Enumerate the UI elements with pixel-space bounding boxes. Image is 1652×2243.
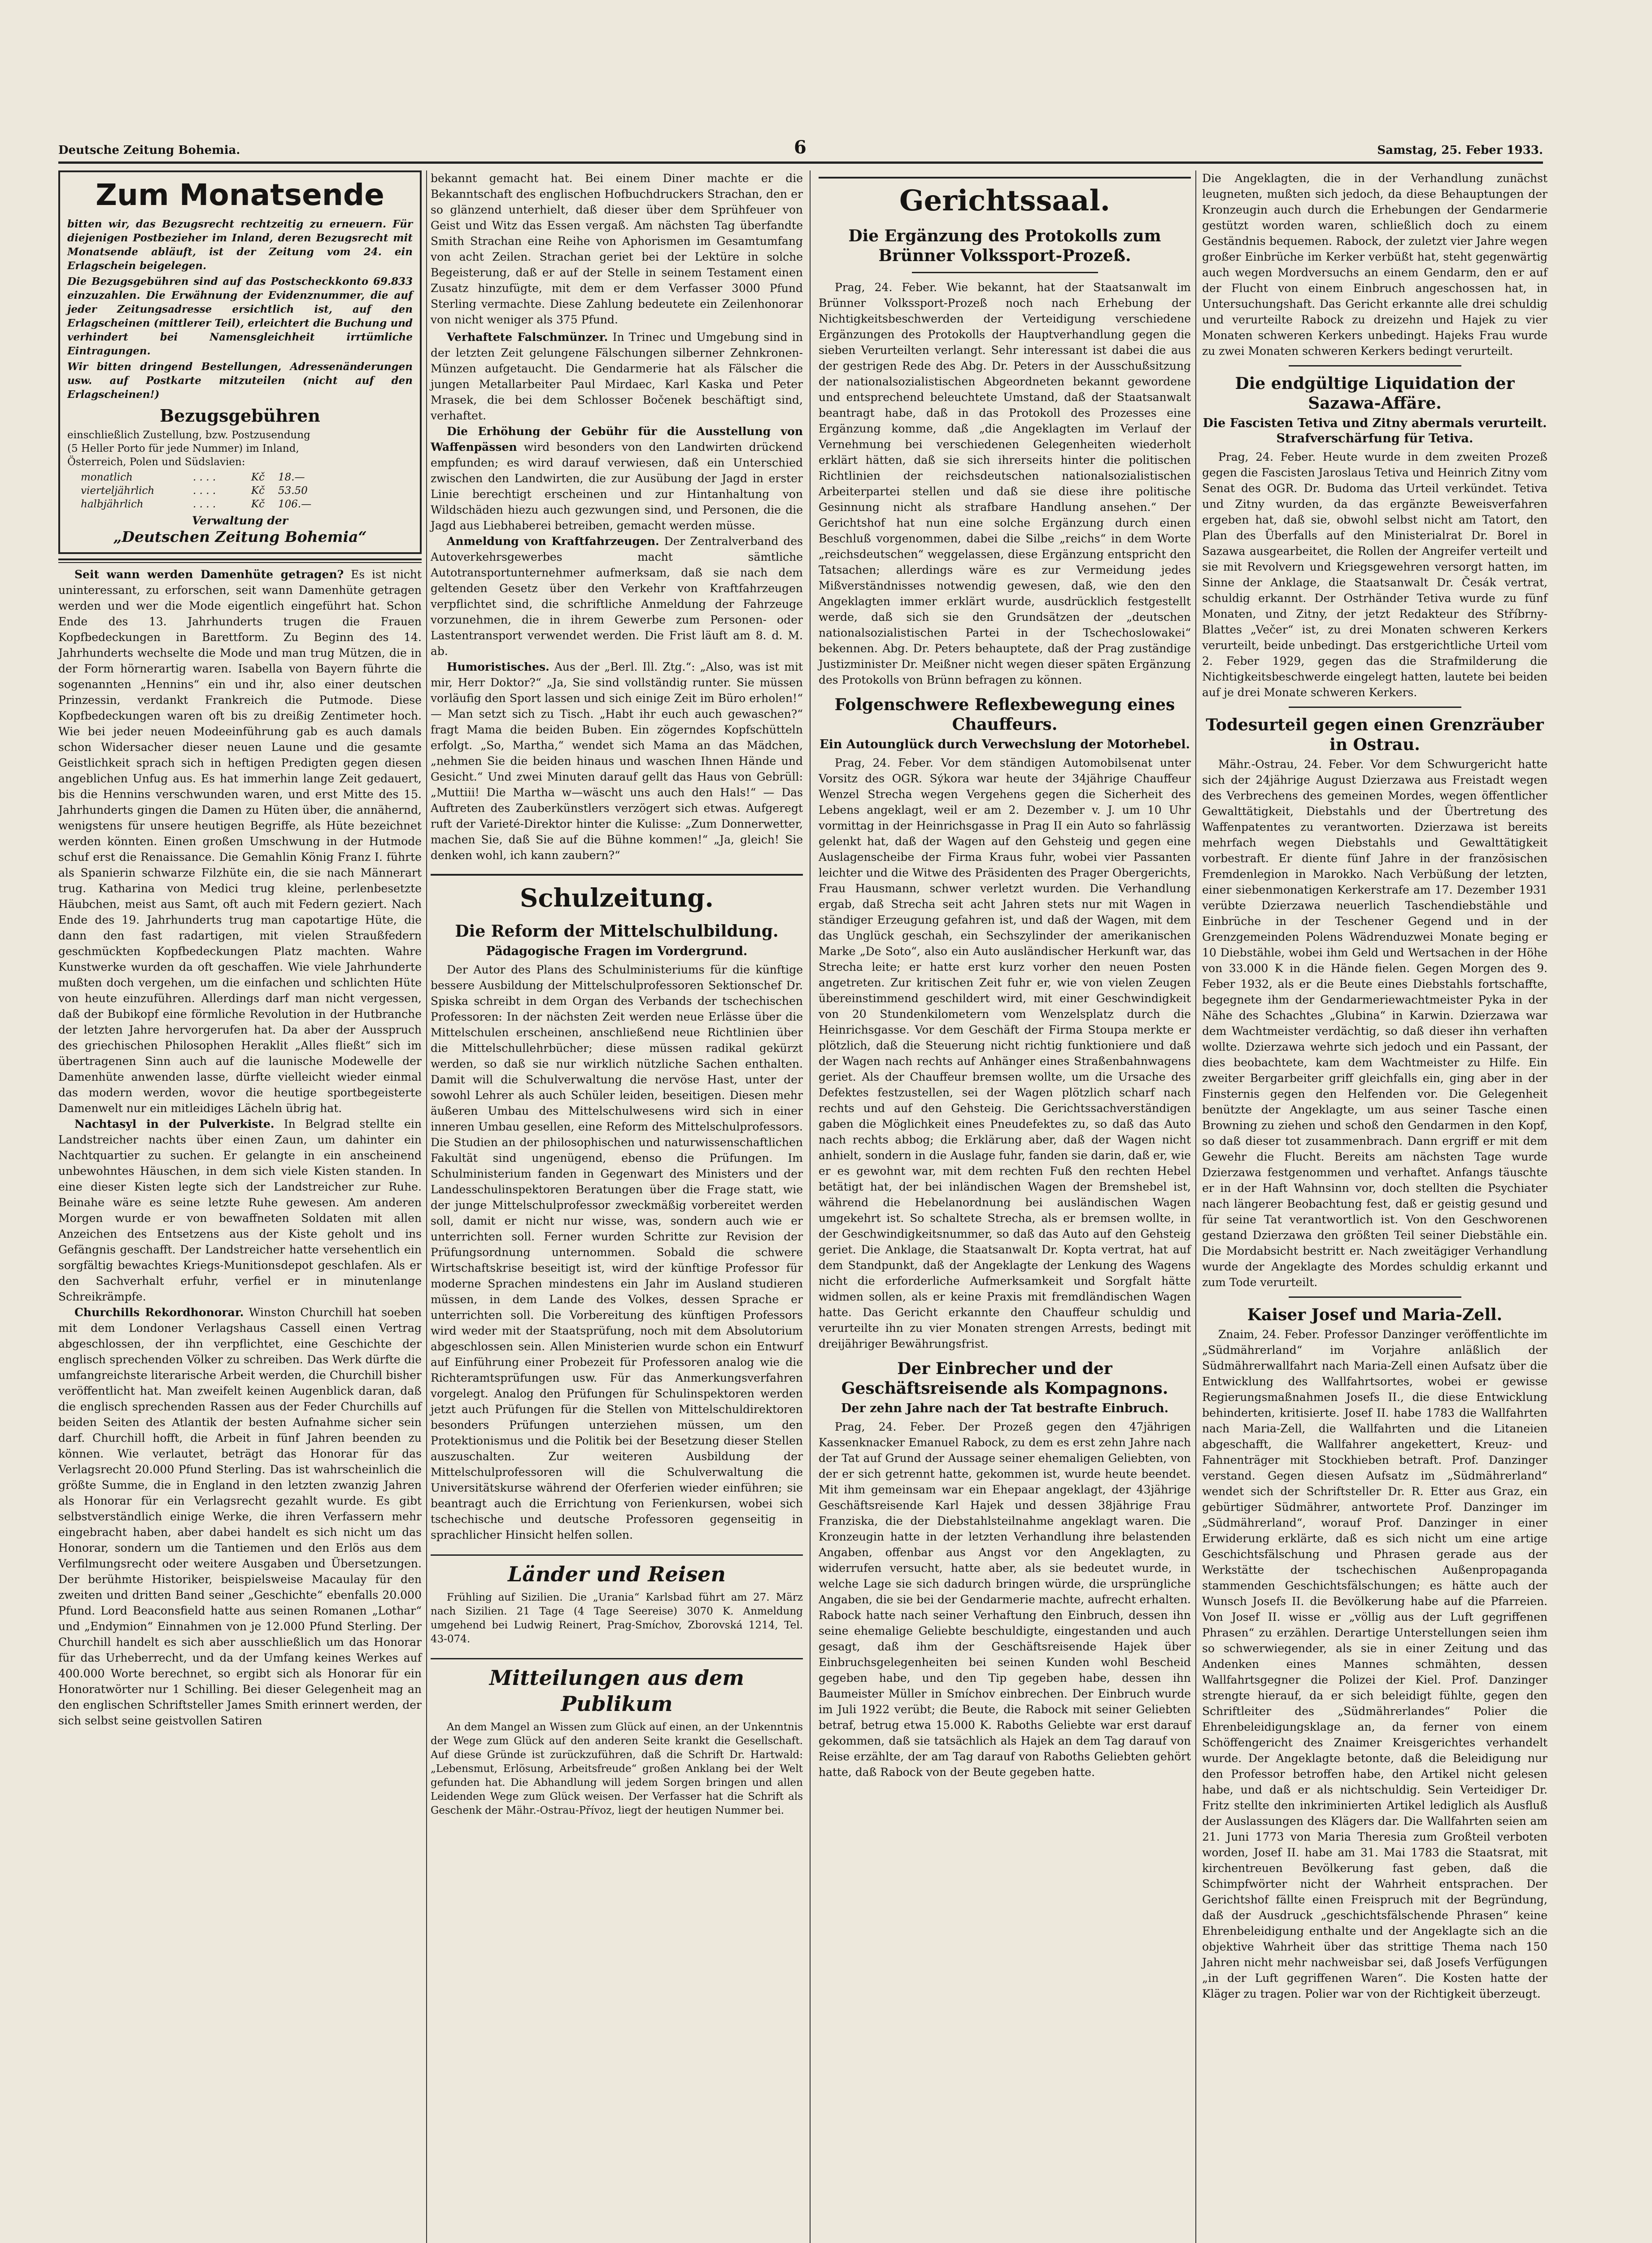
column-2	[431, 170, 803, 1818]
price-amount: 53.50	[278, 485, 308, 497]
section-title-court: Gerichtssaal.	[819, 177, 1191, 219]
article-subheadline: Der zehn Jahre nach der Tat bestrafte Einbruch.	[841, 1401, 1169, 1415]
price-amount: 106.—	[278, 498, 312, 510]
article-body: Prag, 24. Feber. Vor dem ständigen Automobilsenat unter Vorsitz des OGR. Sýkora war heute der 34jährige Chauffeur Wenzel Strecha wegen Vergehens gegen die Sicherheit des Lebens angeklagt, weil er am 2. Dezember v. J. um 10 Uhr vormittag in der Heinrichsgasse in Prag II ein Auto so fahrlässig gelenkt hat, daß der Wagen auf den Gehsteig und gegen eine Auslagenscheibe der Firma Kraus fuhr, wobei vier Passanten leichter und die Witwe des Präsidenten des Prager Obergerichts, Frau Hausmann, schwer verletzt wurden. Die Verhandlung ergab, daß Strecha seit acht Jahren stets nur mit Wagen in ständiger Erzeugung gefahren ist, und daß der Wagen, mit dem das Unglück geschah, ein Sechszylinder der amerikanischen Marke „De Soto“, also ein Auto ausländischer Herkunft war, das Strecha leite; er hatte erst kurz vorher den neuen Posten angetreten. Zur kritischen Zeit fuhr er, wie von vielen Zeugen übereinstimmend geschildert wird, mit einer Geschwindigkeit von 20 Stundenkilometern vom Wenzelsplatz durch die Heinrichsgasse. Vor dem Geschäft der Firma Stoupa merkte er plötzlich, daß die Steuerung nicht richtig funktioniere und daß der Wagen nach rechts auf Anhänger eines Straßenbahnwagens geriet. Als der Chauffeur bremsen wollte, um die Ursache des Defektes festzustellen, sei der Wagen plötzlich scharf nach rechts und auf den Gehsteig. Die Gerichtssachverständigen gaben die Möglichkeit eines Pneudefektes zu, so daß das Auto nach rechts abbog; die Erklärung aber, daß der Wagen nicht anhielt, sondern in die Auslage fuhr, fanden sie darin, daß er, wie er es gewohnt war, mit dem rechten Fuß den rechten Hebel betätigt hat, der bei inländischen Wagen der Bremshebel ist, während die Hebelanordnung bei ausländischen Wagen umgekehrt ist. So schaltete Strecha, als er bremsen wollte, in der Geschwindigkeitsnummer, so daß das Auto auf den Gehsteig geriet. Die Anklage, die Staatsanwalt Dr. Kopta vertrat, hat auf dem Standpunkt, daß der Angeklagte der Lenkung des Wagens nicht die erforderliche Aufmerksamkeit und Sorgfalt hätte widmen sollen, als er keine Praxis mit fremdländischen Wagen hatte. Das Gericht erkannte den Chauffeur schuldig und verurteilte ihn zu vier Monaten strengen Arrests, bedingt mit dreijähriger Bewährungsfrist.	[819, 756, 1191, 1350]
headline-rule	[912, 272, 1098, 273]
column-rule	[426, 170, 427, 2243]
article-headline: Die Reform der Mittelschulbildung.	[455, 922, 779, 941]
article-title: Nachtasyl in der Pulverkiste.	[74, 1117, 275, 1130]
column-1	[58, 170, 422, 1728]
price-dots: . . . .	[193, 471, 216, 483]
notice-signature: Verwaltung der	[192, 514, 288, 527]
column-3	[819, 170, 1191, 1780]
price-row	[81, 484, 413, 497]
article-body: In Belgrad stellte ein Landstreicher nachts über einen Zaun, um dahinter ein Nachtquartier zu suchen. Er gelangte in ein anscheinend unbewohntes Häuschen, in dem sich viele Kisten standen. In eine dieser Kisten legte sich der Landstreicher zur Ruhe. Beinahe wäre es seine letzte Ruhe gewesen. Am anderen Morgen wurde er von bewaffneten Soldaten mit allen Anzeichen des Entsetzens aus der Kiste geholt und ins Gefängnis geschafft. Der Landstreicher hatte versehentlich ein sorgfältig bewachtes Kriegs-Munitionsdepot geschlafen. Als er den Sachverhalt erfuhr, verfiel er in minutenlange Schreikrämpfe.	[58, 1117, 422, 1303]
price-currency: Kč	[251, 498, 265, 510]
public-notice: An dem Mangel an Wissen zum Glück auf einen, an der Unkenntnis der Wege zum Glück auf den anderen Seite krankt die Gesellschaft. Auf diese Gründe ist zurückzuführen, daß die Schrift Dr. Hartwald: „Lebensmut, Erlösung, Arbeitsfreude“ großen Anklang bei der Welt gefunden hat. Die Abhandlung will jedem Sorgen bringen und allen Leidenden Wege zum Glück weisen. Der Verfasser hat die Schrift als Geschenk der Mähr.-Ostrau-Přívoz, liegt der heutigen Nummer bei.	[431, 1721, 803, 1816]
page-number: 6	[794, 137, 806, 158]
notice-title: Zum Monatsende	[96, 178, 384, 212]
fees-line: Österreich, Polen und Südslavien:	[67, 456, 245, 468]
article-body: bekannt gemacht hat. Bei einem Diner machte er die Bekanntschaft des englischen Hofbuchdruckers Strachan, den er so glänzend unterhielt, daß dieser über dem Sprühfeuer von Geist und Witz das Essen vergaß. Am nächsten Tag überfandte Smith Strachan eine Reihe von Aphorismen im Gesamtumfang von acht Zeilen. Strachan geriet bei der Lektüre in solche Begeisterung, daß er auf der Stelle in seinem Testament einen Zusatz hinzufügte, mit dem er dem Verfasser 3000 Pfund Sterling vermachte. Diese Zahlung bedeutete ein Zeilenhonorar von nicht weniger als 375 Pfund.	[431, 172, 803, 326]
price-list	[81, 471, 413, 511]
price-currency: Kč	[251, 485, 265, 497]
fees-title: Bezugsgebühren	[160, 406, 320, 426]
price-period: halbjährlich	[81, 498, 144, 510]
article-headline: Der Einbrecher und der Geschäftsreisende als Kompagnons.	[841, 1359, 1168, 1398]
column-rule	[810, 170, 811, 2243]
article-subheadline: Die Fascisten Tetiva und Zitny abermals verurteilt. Strafverschärfung für Tetiva.	[1203, 416, 1547, 445]
section-title-travel: Länder und Reisen	[431, 1554, 803, 1587]
article-body: Mähr.-Ostrau, 24. Feber. Vor dem Schwurgericht hatte sich der 24jährige August Dzierzawa aus Freistadt wegen des Verbrechens des gemeinen Mordes, wegen öffentlicher Gewalttätigkeit, Diebstahls und der Übertretung des Waffenpatentes zu verantworten. Dzierzawa ist bereits mehrfach wegen Diebstahls und Gewalttätigkeit vorbestraft. Er diente fünf Jahre in der französischen Fremdenlegion in Marokko. Nach Verbüßung der letzten, einer siebenmonatigen Kerkerstrafe am 17. Dezember 1931 verübte Dzierzawa neuerlich Taschendiebstähle und Einbrüche in der Teschener Gegend und in der Grenzgemeinden Polens Wädrenduzwei Monate beging er 10 Diebstähle, wobei ihm Geld und Wertsachen in der Höhe von 33.000 K in die Hände fielen. Gegen Morgen des 9. Feber 1932, als er die Beute eines Diebstahls fortschaffte, begegnete ihm der Gendarmeriewachtmeister Pyka in der Nähe des Schachtes „Glubina“ in Karwin. Dzierzawa war dem Wachtmeister verdächtig, so daß dieser ihn verhaften wollte. Dzierzawa wehrte sich jedoch und ein Passant, der dies beobachtete, kam dem Wachtmeister zu Hilfe. Ein zweiter Bergarbeiter griff gleichfalls ein, ging aber in der Finsternis gegen den Helfenden vor. Die Gelegenheit benützte der Angeklagte, um aus seiner Tasche einen Browning zu ziehen und schoß den Gendarmen in den Kopf, so daß dieser tot zusammenbrach. Dann ergriff er mit dem Gewehr die Flucht. Bereits am nächsten Tage wurde Dzierzawa festgenommen und verhaftet. Anfangs täuschte er in der Haft Wahnsinn vor, doch stellten die Psychiater nach längerer Beobachtung fest, daß er geistig gesund und für seine Tat verantwortlich ist. Von den Geschworenen gestand Dzierzawa den größten Teil seiner Diebstähle ein. Die Mordabsicht bestritt er. Nach zweitägiger Verhandlung wurde der Angeklagte des Mordes schuldig erkannt und zum Tode verurteilt.	[1202, 758, 1547, 1289]
article-headline: Todesurteil gegen einen Grenzräuber in Ostrau.	[1206, 716, 1544, 754]
fees-line: einschließlich Zustellung, bzw. Postzusendung	[67, 429, 310, 441]
notice-signature: „Deutschen Zeitung Bohemia“	[113, 528, 367, 545]
fees-line: (5 Heller Porto für jede Nummer) im Inland,	[67, 443, 299, 454]
article-rule	[1289, 1296, 1461, 1298]
notice-paragraph: bitten wir, das Bezugsrecht rechtzeitig zu erneuern. Für diejenigen Postbezieher im Inland, deren Bezugsrecht mit Monatsende abläuft, ist der Zeitung vom 24. ein Erlagschein beigelegen.	[67, 218, 413, 272]
double-rule	[58, 559, 422, 563]
article-body: Der Autor des Plans des Schulministeriums für die künftige bessere Ausbildung der Mittelschulprofessoren Sektionschef Dr. Spiska schreibt in dem Organ des Verbands der tschechischen Professoren: In der nächsten Zeit werden neue Erlässe über die Mittelschulen erscheinen, anschließend neue Richtlinien über die Mittelschullehrbücher; diese müssen radikal gekürzt werden, so daß sie nur wirklich nützliche Sachen enthalten. Damit will die Schulverwaltung die nervöse Hast, unter der sowohl Lehrer als auch Schüler leiden, beseitigen. Diesen mehr äußeren Umbau des Mittelschulwesens wird sich in einer inneren Umbau gesellen, eine Reform des Mittelschulprofessors. Die Studien an der philosophischen und naturwissenschaftlichen Fakultät sind ungenügend, ebenso die Prüfungen. Im Schulministerium fanden in Gegenwart des Ministers und der Landesschulinspektoren Beratungen über die Frage statt, wie der junge Mittelschulprofessor zweckmäßig vorbereitet werden soll, damit er nicht nur wisse, was, sondern auch wie er unterrichten soll. Ferner wurden Schritte zur Revision der Prüfungsordnung unternommen. Sobald die schwere Wirtschaftskrise beseitigt ist, wird der künftige Professor für moderne Sprachen mindestens ein Jahr im Ausland studieren müssen, in dem Lande des Volkes, dessen Sprache er unterrichten soll. Die Vorbereitung des künftigen Professors wird weder mit der Staatsprüfung, noch mit dem Absolutorium abgeschlossen sein. Allen Ministerien wurde schon ein Entwurf auf Einführung einer Probezeit für Professoren analog wie die Richteramtsprüfungen usw. Für das Anmerkungsverfahren vorgelegt. Analog den Prüfungen für Schulinspektoren werden jetzt auch Prüfungen für die Stellen von Mittelschuldirektoren besonders Prüfungen unterziehen müssen, um den Protektionismus und die Politik bei der Besetzung dieser Stellen auszuschalten. Zur weiteren Ausbildung der Mittelschulprofessoren will die Schulverwaltung die Universitätskurse während der Oferferien wieder einführen; sie beantragt auch die Errichtung von Ferienkursen, wobei sich tschechische und deutsche Professoren gegenseitig in sprachlicher Hinsicht helfen sollen.	[431, 963, 803, 1541]
article-body: Prag, 24. Feber. Der Prozeß gegen den 47jährigen Kassenknacker Emanuel Rabock, zu dem es erst zehn Jahre nach der Tat auf Grund der Aussage seiner ehemaligen Geliebten, von der er sich getrennt hatte, gekommen ist, wurde heute beendet. Mit ihm gemeinsam war ein Ehepaar angeklagt, der 43jährige Geschäftsreisende Karl Hajek und dessen 38jährige Frau Franziska, die der Diebstahlsteilnahme angeklagt waren. Die Kronzeugin hatte in der letzten Verhandlung ihre belastenden Angaben, offenbar aus Angst vor den Angeklagten, zu widerrufen versucht, hatte aber, als sie bedeutet wurde, in welche Lage sie sich dadurch bringen würde, die ursprüngliche Angaben, die sie bei der Gendarmerie machte, aufrecht erhalten. Rabock hatte nach seiner Verhaftung den Einbruch, dessen ihn seine ehemalige Geliebte beschuldigte, eingestanden und auch gesagt, daß ihm der Geschäftsreisende Hajek über Einbruchsgelegenheiten bei seinen Kunden wohl Bescheid gegeben habe, und den Tip gegeben habe, dessen ihn Baumeister Müller in Smíchov einbrechen. Der Einbruch wurde im Juli 1922 verübt; die Beute, die Rabock mit seiner Geliebten betraf, betrug etwa 15.000 K. Raboths Geliebte war erst darauf gekommen, daß sie tatsächlich als Hajek an dem Tag darauf von Reise erzählte, der am Tag darauf von Raboths Geliebten gehört hatte, daß Rabock von der Beute gegeben hatte.	[819, 1420, 1191, 1779]
article-headline: Folgenschwere Reflexbewegung eines Chauffeurs.	[834, 695, 1175, 734]
article-body: Prag, 24. Feber. Heute wurde in dem zweiten Prozeß gegen die Fascisten Jaroslaus Tetiva und Heinrich Zitny vom Senat des OGR. Dr. Budoma das Urteil verkündet. Tetiva und Zitny wurden, da das ergänzte Beweisverfahren ergeben hat, daß sie, obwohl selbst nicht am Tatort, den Plan des Überfalls auf den Ministerialrat Dr. Borel in Sazawa ausgearbeitet, die Rollen der Angreifer verteilt und sie mit Revolvern und Kriegsgewehren versorgt hatten, im Sinne der Anklage, die Staatsanwalt Dr. Česák vertrat, schuldig erkannt. Der Ostrhänder Tetiva wurde zu fünf Monaten, und Zitny, der jetzt Redakteur des Stříbrny-Blattes „Večer“ ist, zu drei Monaten schweren Kerkers verurteilt, beide unbedingt. Das erstgerichtliche Urteil vom 2. Feber 1929, gegen das die Strafmilderung die Nichtigkeitsbeschwerde eingelegt hatten, lautete bei beiden auf je drei Monate schweren Kerkers.	[1202, 450, 1547, 699]
article-body: Znaim, 24. Feber. Professor Danzinger veröffentlichte im „Südmährerland“ im Vorjahre anläßlich der Südmährerwallfahrt nach Maria-Zell einen Aufsatz über die Entwicklung des Wallfahrtsortes, wobei er gewisse Regierungsmaßnahmen Josefs II., die diese Entwicklung behinderten, kritisierte. Josef II. habe 1783 die Wallfahrten nach Maria-Zell, die Wallfahrten und die Litaneien abgeschafft, die Wallfahrer angekettert, Kreuz- und Fahnenträger mit Stockhieben betraft. Prof. Danzinger verstand. Gegen diesen Aufsatz im „Südmährerland“ wendet sich der Schriftsteller Dr. R. Etter aus Graz, ein gebürtiger Südmährer, antwortete Prof. Danzinger im „Südmährerland“, worauf Prof. Danzinger in einer Erwiderung erklärte, daß es sich nicht um eine artige Geschichtsfälschung und Phrasen gerade aus der Werkstätte der tschechischen Außenpropaganda stammenden Geschichtsfälschungen; es hätte auch der Wunsch Josefs II. die Bevölkerung habe auf die Pfarreien. Von Josef II. wisse er „völlig aus der Luft gegriffenen Phrasen“ zu erzählen. Derartige Unterstellungen seien ihm so schwerwiegender, als sie in einer Zeitung und das Andenken eines Mannes schmähten, dessen Wallfahrtsgegner die Polizei der Kiel. Prof. Danzinger strengte hierauf, da er sich beleidigt fühlte, gegen den Schriftleiter des „Südmährerlandes“ Polier die Ehrenbeleidigungsklage an, da ferner von einem Schöffengericht des Znaimer Kreisgerichtes verhandelt wurde. Der Angeklagte betonte, daß die Beleidigung nur den Professor betroffen habe, den Artikel nicht gelesen habe, und daß er als nichtschuldig. Sein Verteidiger Dr. Fritz stellte den inkriminierten Artikel lediglich als Ausfluß der Auslassungen des Klägers dar. Die Wallfahrten seien am 21. Juni 1773 von Maria Theresia zum Großteil verboten worden, Josef II. habe am 31. Mai 1783 die Staatsrat, mit kirchentreuen Bevölkerung fast geben, daß die Schimpfwörter nicht der Wahrheit entsprachen. Der Gerichtshof fällte einen Freispruch mit der Begründung, daß der Ausdruck „geschichtsfälschende Phrasen“ keine Ehrenbeleidigung enthalte und der Angeklagte sich an die objektive Wahrheit über das strittige Thema nach 150 Jahren nicht mehr nachweisbar sei, daß Josefs Verfügungen „in der Luft gegriffenen Waren“. Die Kosten hatte der Kläger zu tragen. Polier war von der Richtigkeit überzeugt.	[1202, 1328, 1547, 2000]
notice-paragraph: Wir bitten dringend Bestellungen, Adressenänderungen usw. auf Postkarte mitzuteilen (nicht auf den Erlagscheinen!)	[67, 361, 413, 401]
page-header	[58, 135, 1543, 164]
price-row	[81, 471, 413, 484]
article	[58, 1305, 422, 1728]
article-body: Aus der „Berl. Ill. Ztg.“: „Also, was ist mit mir, Herr Doktor?“ „Ja, Sie sind vollständig runter. Sie müssen vorläufig den Sport lassen und sich einige Zeit im Büro erholen!“ — Man setzt sich zu Tisch. „Habt ihr euch auch gewaschen?“ fragt Mama die beiden Buben. Ein zögerndes Kopfschütteln erfolgt. „So, Martha,“ wendet sich Mama an das Mädchen, „nehmen Sie die beiden hinaus und waschen Ihnen Hände und Gesicht.“ Und zwei Minuten darauf gellt das Haus von Gebrüll: „Muttiii! Die Martha w—wäscht uns auch den Hals!“ — Das Auftreten des Zauberkünstlers verzögert sich etwas. Aufgeregt ruft der Varieté-Direktor hinter die Kulisse: „Zum Donnerwetter, machen Sie, daß Sie auf die Bühne kommen!“ „Ja, gleich! Sie denken wohl, ich kann zaubern?“	[431, 660, 803, 862]
article	[431, 659, 803, 863]
article-headline: Die endgültige Liquidation der Sazawa-Affäre.	[1235, 374, 1515, 413]
article	[431, 423, 803, 533]
article-body: Die Angeklagten, die in der Verhandlung zunächst leugneten, mußten sich jedoch, da diese Behauptungen der Kronzeugin auch durch die Erhebungen der Gendarmerie gestützt worden waren, schließlich doch zu einem Geständnis bequemen. Rabock, der zuletzt vier Jahre wegen großer Einbrüche im Kerker verbüßt hat, steht gegenwärtig auch wegen Mordversuchs an einem Gendarm, den er auf der Flucht von einem Einbruch angeschossen hat, in Untersuchungshaft. Das Gericht erkannte alle drei schuldig und verurteilte Rabock zu dreizehn und Hajek zu vier Monaten schweren Kerkers unbedingt. Hajeks Frau wurde zu zwei Monaten schweren Kerkers bedingt verurteilt.	[1202, 172, 1547, 358]
price-currency: Kč	[251, 471, 265, 483]
article-rule	[1289, 365, 1461, 367]
column-rule	[1195, 170, 1196, 2243]
notice-paragraph: Die Bezugsgebühren sind auf das Postscheckkonto 69.833 einzuzahlen. Die Erwähnung der Evidenznummer, die auf jeder Zeitungsadresse ersichtlich ist, auf den Erlagscheinen (mittlerer Teil), erleichtert die Buchung und verhindert bei Namensgleichheit irrtümliche Eintragungen.	[67, 275, 413, 357]
article-title: Seit wann werden Damenhüte getragen?	[74, 568, 344, 581]
article-body: Der Zentralverband des Autoverkehrsgewerbes macht sämtliche Autotransportunternehmer aufmerksam, daß sie nach dem geltenden Gesetz über den Verkehr von Kraftfahrzeugen verpflichtet sind, die schriftliche Anmeldung der Fahrzeuge vorzunehmen, die in ihrem Gewerbe zum Personen- oder Lastentransport verwendet werden. Die Frist läuft am 8. d. M. ab.	[431, 535, 803, 658]
price-amount: 18.—	[278, 471, 305, 483]
price-dots: . . . .	[193, 485, 216, 497]
article-body: Winston Churchill hat soeben mit dem Londoner Verlagshaus Cassell einen Vertrag abgeschlossen, der ihn verpflichtet, eine Geschichte der englisch sprechenden Völker zu schreiben. Das Werk dürfte die umfangreichste literarische Arbeit werden, die Churchill bisher veröffentlicht hat. Man zweifelt keinen Augenblick daran, daß die englisch sprechenden Rassen aus der Feder Churchills auf beiden Seiten des Atlantik der besten Aufnahme sicher sein darf. Churchill hofft, die Arbeit in fünf Jahren beenden zu können. Wie verlautet, beträgt das Honorar für das Verlagsrecht 20.000 Pfund Sterling. Das ist wahrscheinlich die größte Summe, die in England in den letzten zwanzig Jahren als Honorar für ein Verlagsrecht gezahlt wurde. Es gibt selbstverständlich einige Werke, die ihren Verfassern mehr eingebracht haben, aber dabei handelt es sich nicht um das Honorar, sondern um die Tantiemen und den Erlös aus dem Verfilmungsrecht oder weitere Ausgaben und Übersetzungen. Der berühmte Historiker, beispielsweise Macaulay für den zweiten und dritten Band seiner „Geschichte“ ebenfalls 20.000 Pfund. Lord Beaconsfield hatte aus seinen Romanen „Lothar“ und „Endymion“ Einnahmen von je 12.000 Pfund Sterling. Der Churchill handelt es sich aber ausschließlich um das Honorar für das Urheberrecht, und da der Umfang keines Werkes auf 400.000 Worte berechnet, so ergibt sich als Honorar für ein Honoratwörter nur 1 Schilling. Bei dieser Gelegenheit mag an den englischen Schriftsteller James Smith erinnert werden, der sich selbst seine geistvollen Satiren	[58, 1306, 422, 1727]
section-title-school: Schulzeitung.	[431, 874, 803, 914]
article-title: Anmeldung von Kraftfahrzeugen.	[447, 535, 659, 548]
travel-notice: Frühling auf Sizilien. Die „Urania“ Karlsbad führt am 27. März nach Sizilien. 21 Tage (4 Tage Seereise) 3070 K. Anmeldung umgehend bei Ludwig Reinert, Prag-Smíchov, Zborovská 1214, Tel. 43-074.	[431, 1592, 803, 1645]
article	[58, 567, 422, 1116]
article-body: Prag, 24. Feber. Wie bekannt, hat der Staatsanwalt im Brünner Volkssport-Prozeß noch nach Erhebung der Nichtigkeitsbeschwerden der Verteidigung verschiedene Ergänzungen des Protokolls der Hauptverhandlung gegen die sieben Verurteilten verlangt. Sehr interessant ist dabei die aus der gestrigen Rede des Abg. Dr. Peters in der Ausschußsitzung der nationalsozialistischen Abgeordneten bekannt gewordene und entsprechend beleuchtete Umstand, daß der Staatsanwalt beantragt habe, daß in das Protokoll des Prozesses eine Ergänzung komme, daß „die Angeklagten im Verlauf der Vernehmung bei verschiedenen Gelegenheiten wiederholt erklärt hätten, daß sie sich ihrerseits hinter die politischen Richtlinien der reichsdeutschen nationalsozialistischen Arbeiterpartei stellen und daß sie diese ihre politische Gesinnung nicht als strafbare Handlung ansehen.“ Der Gerichtshof hat nun eine solche Ergänzung durch einen Beschluß vorgenommen, dabei die Silbe „reichs“ in dem Worte „reichsdeutschen“ weggelassen, diese Ergänzung entspricht den Tatsachen; allerdings wäre es zur Vermeidung jedes Mißverständnisses notwendig gewesen, daß, wie den den Angeklagten immer erklärt wurde, ausdrücklich festgestellt werde, daß sich sie den Grundsätzen der „deutschen nationalsozialistischen Partei in der Tschechoslowakei“ bekennen. Abg. Dr. Peters behauptete, daß der Prag zuständige Justizminister Dr. Meißner nicht wegen dieser späten Ergänzung des Protokolls von Brünn befragen zu können.	[819, 281, 1191, 686]
section-title-public: Mitteilungen aus dem Publikum	[431, 1658, 803, 1717]
article-body: Es ist nicht uninteressant, zu erforschen, seit wann Damenhüte getragen werden und wer die Mode eigentlich eingeführt hat. Schon Ende des 13. Jahrhunderts trugen die Frauen Kopfbedeckungen in Barettform. Zu Beginn des 14. Jahrhunderts wechselte die Mode und man trug Mützen, die in der Form hörnerartig waren. Isabella von Bayern führte die sogenannten „Hennins“ ein und ihr, also einer deutschen Prinzessin, verdankt Frankreich die Putmode. Diese Kopfbedeckungen waren oft bis zu dreißig Zentimeter hoch. Wie bei jeder neuen Modeeinführung gab es auch damals schon Widersacher dieser neuen Laune und die gesamte Geistlichkeit sprach sich in heftigen Predigten gegen diesen angeblichen Unfug aus. Es hat immerhin lange Zeit gedauert, bis die Hennins verschwunden waren, und erst Mitte des 15. Jahrhunderts gingen die Damen zu Hüten über, die annähernd, wenigstens für unsere heutigen Begriffe, als Hüte bezeichnet werden könnten. Einen großen Umschwung in der Hutmode schuf erst die Renaissance. Die Gemahlin König Franz I. führte als Spanierin schwarze Filzhüte ein, die sie nach Männerart trug. Katharina von Medici trug kleine, perlenbesetzte Häubchen, meist aus Samt, oft auch mit Federn geziert. Nach Ende des 19. Jahrhunderts trug man capotartige Hüte, die dann den fast radartigen, mit vielen Straußfedern geschmückten Kopfbedeckungen Platz machten. Wahre Kunstwerke wurden da oft geschaffen. Wie viele Jahrhunderte mußten doch vergehen, um die einfachen und schlichten Hüte von heute einzuführen. Allerdings darf man nicht vergessen, daß der Bubikopf eine förmliche Revolution in der Hutbranche der letzten Jahre hervorgerufen hat. Da aber der Ausspruch des griechischen Philosophen Heraklit „Alles fließt“ sich im übertragenen Sinn auch auf die launische Modewelle der Damenhüte anwenden lasse, dürfte vielleicht wieder einmal das modern werden, wovor die heutige sportbegeisterte Damenwelt nur ein mitleidiges Lächeln übrig hat.	[58, 568, 422, 1115]
price-period: monatlich	[81, 471, 133, 483]
subscription-notice	[58, 170, 422, 554]
article	[431, 533, 803, 659]
article-body: wird besonders von den Landwirten drückend empfunden; es wird darauf verwiesen, daß ein Unterschied zwischen den Landwirten, die zur Ausübung der Jagd in erster Linie berechtigt erscheinen und zur Hintanhaltung von Wildschäden hiezu auch gezwungen sind, und Personen, die die Jagd aus Liebhaberei betreiben, gemacht werden müsse.	[431, 441, 803, 532]
header-paper-name: Deutsche Zeitung Bohemia.	[58, 144, 240, 157]
price-row	[81, 497, 413, 511]
article-body: In Trinec und Umgebung sind in der letzten Zeit gelungene Fälschungen silberner Zehnkronen-Münzen aufgetaucht. Die Gendarmerie hat als Fälscher die jungen Metallarbeiter Paul Mirdaec, Karl Kaska und Peter Mrasek, die bei dem Schlosser Bočenek beschäftigt sind, verhaftet.	[431, 331, 803, 422]
article-headline: Kaiser Josef und Maria-Zell.	[1247, 1305, 1503, 1324]
header-date: Samstag, 25. Feber 1933.	[1377, 144, 1543, 157]
article-title: Die Erhöhung der Gebühr für die Ausstellung von Waffenpässen	[431, 425, 803, 454]
price-dots: . . . .	[193, 498, 216, 510]
price-period: vierteljährlich	[81, 485, 155, 497]
article-title: Churchills Rekordhonorar.	[74, 1306, 244, 1319]
article-subheadline: Ein Autounglück durch Verwechslung der Motorhebel.	[819, 737, 1190, 751]
article-subheadline: Pädagogische Fragen im Vordergrund.	[486, 944, 748, 958]
article	[431, 329, 803, 423]
column-4	[1202, 170, 1547, 2002]
article	[58, 1116, 422, 1305]
article-title: Humoristisches.	[447, 660, 549, 673]
article-headline: Die Ergänzung des Protokolls zum Brünner Volkssport-Prozeß.	[848, 227, 1161, 265]
article-title: Verhaftete Falschmünzer.	[447, 331, 608, 344]
article-rule	[1289, 707, 1461, 708]
